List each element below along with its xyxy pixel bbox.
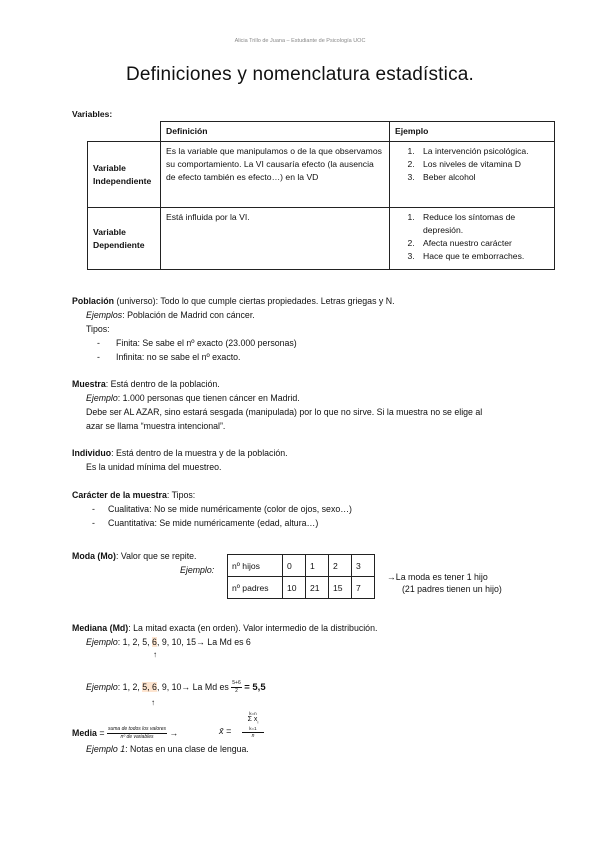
fraction: $\frac{5+6}{2}$ xyxy=(232,680,241,695)
poblacion-tipos: Tipos: xyxy=(86,324,110,334)
definition-cell: Es la variable que manipulamos o de la que observamos su comportamiento. La VI causaría efecto (la ausencia de efecto también es efecto…) en la VD xyxy=(161,142,390,208)
list-item: - Cualitativa: No se mide numéricamente (color de ojos, sexo…) xyxy=(92,504,352,514)
arrow-up-icon: ↑ xyxy=(151,698,155,707)
table-cell: nº hijos xyxy=(228,555,283,577)
caracter-term: Carácter de la muestra xyxy=(72,490,167,500)
table-row xyxy=(88,142,555,208)
muestra-definition: Muestra: Está dentro de la población. xyxy=(72,379,220,389)
list-item: 2. Afecta nuestro carácter xyxy=(417,237,549,250)
table-row xyxy=(228,555,375,577)
mediana-definition: Mediana (Md): La mitad exacta (en orden). Valor intermedio de la distribución. xyxy=(72,623,378,633)
moda-table xyxy=(227,554,375,599)
definition-cell: Está influida por la VI. xyxy=(161,208,390,270)
individuo-definition: Individuo: Está dentro de la muestra y de la población. xyxy=(72,448,288,458)
individuo-term: Individuo xyxy=(72,448,112,458)
moda-term: Moda (Mo) xyxy=(72,551,116,561)
page-title: Definiciones y nomenclatura estadística. xyxy=(125,64,475,85)
media-definition: Media = $\frac{\text{suma de todos los valores}}{\text{nº de variables}}$ → xyxy=(72,726,179,741)
examples-cell xyxy=(390,142,555,208)
list-item: - Infinita: no se sabe el nº exacto. xyxy=(97,352,241,362)
poblacion-term: Población xyxy=(72,296,115,306)
column-header-ejemplo: Ejemplo xyxy=(390,122,555,142)
list-item: 3. Beber alcohol xyxy=(417,171,549,184)
variables-table xyxy=(87,121,555,270)
poblacion-definition: Población (universo): Todo lo que cumple ciertas propiedades. Letras griegas y N. xyxy=(72,296,395,306)
list-item: - Cuantitativa: Se mide numéricamente (edad, altura…) xyxy=(92,518,319,528)
table-cell: 15 xyxy=(329,577,352,599)
mediana-example-1: Ejemplo: 1, 2, 5, 6, 9, 10, 15→ La Md es 6 xyxy=(86,637,251,647)
muestra-example: Ejemplo: 1.000 personas que tienen cáncer en Madrid. xyxy=(86,393,300,403)
media-example: Ejemplo 1: Notas en una clase de lengua. xyxy=(86,744,249,754)
media-xbar: x̄ = xyxy=(219,726,232,736)
table-cell: 3 xyxy=(352,555,375,577)
moda-result-note: (21 padres tienen un hijo) xyxy=(402,584,502,594)
muestra-note: Debe ser AL AZAR, sino estará sesgada (manipulada) por lo que no sirve. Si la muestra no se elige al xyxy=(86,407,483,417)
caracter-definition: Carácter de la muestra: Tipos: xyxy=(72,490,196,500)
list-item: 1. La intervención psicológica. xyxy=(417,145,549,158)
column-header-definicion: Definición xyxy=(161,122,390,142)
media-term: Media xyxy=(72,728,97,738)
table-row xyxy=(88,208,555,270)
table-cell: 10 xyxy=(283,577,306,599)
table-row xyxy=(228,577,375,599)
row-header-dependiente: Variable Dependiente xyxy=(88,208,161,270)
table-cell: 0 xyxy=(283,555,306,577)
mediana-term: Mediana (Md) xyxy=(72,623,129,633)
list-item: - Finita: Se sabe el nº exacto (23.000 personas) xyxy=(97,338,297,348)
moda-example-label: Ejemplo: xyxy=(180,565,215,575)
table-cell: 21 xyxy=(306,577,329,599)
moda-result: →La moda es tener 1 hijo xyxy=(387,572,488,582)
examples-cell xyxy=(390,208,555,270)
table-cell: nº padres xyxy=(228,577,283,599)
mediana-example-2: Ejemplo: 1, 2, 5, 6, 9, 10→ La Md es $\frac{5+6}{2}$ = 5,5 xyxy=(86,680,266,695)
muestra-term: Muestra xyxy=(72,379,106,389)
media-formula: k=n Σ $x_i$ k=1 n xyxy=(242,711,264,740)
muestra-note: azar se llama “muestra intencional”. xyxy=(86,421,226,431)
table-cell: 2 xyxy=(329,555,352,577)
row-header-independiente: Variable Independiente xyxy=(88,142,161,208)
individuo-note: Es la unidad mínima del muestreo. xyxy=(86,462,222,472)
list-item: 3. Hace que te emborraches. xyxy=(417,250,549,263)
poblacion-example: Ejemplos: Población de Madrid con cáncer. xyxy=(86,310,255,320)
fraction: $\frac{\text{suma de todos los valores}}{\text{nº de variables}}$ xyxy=(107,726,167,741)
list-item: 1. Reduce los síntomas de depresión. xyxy=(417,211,549,237)
moda-definition: Moda (Mo): Valor que se repite. xyxy=(72,551,197,561)
list-item: 2. Los niveles de vitamina D xyxy=(417,158,549,171)
table-cell: 1 xyxy=(306,555,329,577)
page-header: Alicia Trillo de Juana – Estudiante de Psicología UOC xyxy=(234,38,366,44)
arrow-up-icon: ↑ xyxy=(153,650,157,659)
variables-heading: Variables: xyxy=(72,109,113,119)
table-cell: 7 xyxy=(352,577,375,599)
table-row xyxy=(88,122,555,142)
